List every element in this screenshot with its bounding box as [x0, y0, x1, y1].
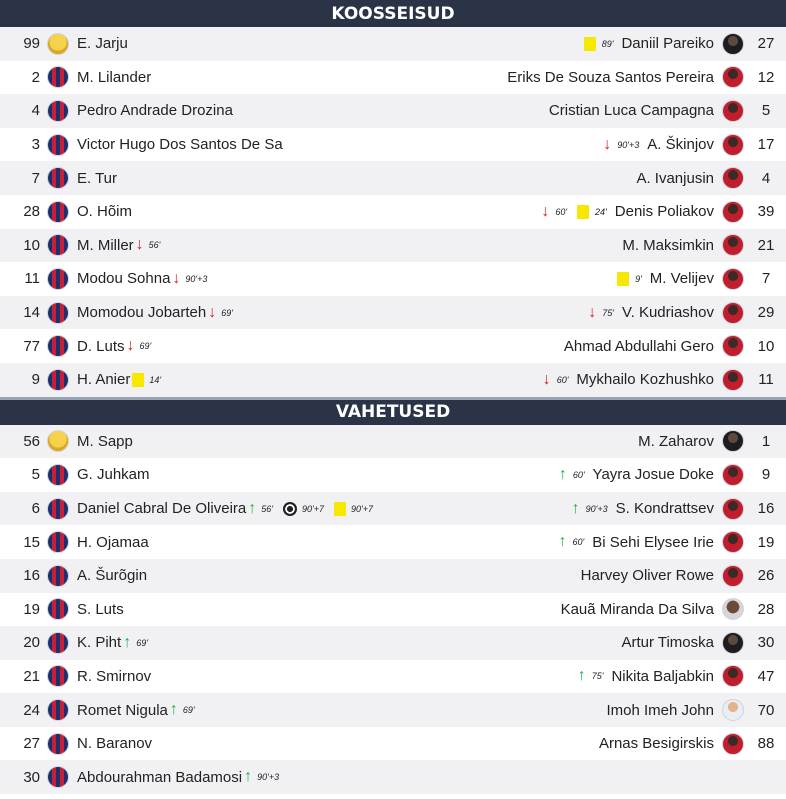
yellow-card-icon	[577, 205, 589, 219]
player-avatar	[47, 464, 69, 486]
event-minute: 90'+3	[585, 503, 608, 514]
home-player[interactable]	[0, 626, 613, 660]
sub-out-arrow-icon: ↓	[542, 370, 551, 388]
player-avatar	[47, 430, 69, 452]
sub-out-arrow-icon: ↓	[135, 236, 144, 254]
event-yellow-card	[132, 373, 161, 387]
player-events	[607, 272, 642, 286]
event-yellow-card	[334, 502, 373, 516]
event-minute: 69'	[221, 307, 233, 318]
away-player[interactable]	[613, 626, 786, 660]
player-name[interactable]: Nikita Baljabkin	[611, 667, 714, 685]
player-avatar	[47, 335, 69, 357]
player-avatar	[722, 201, 744, 223]
shirt-number: 21	[23, 667, 40, 685]
player-name[interactable]: Imoh Imeh John	[606, 701, 714, 719]
player-name[interactable]: A. Ivanjusin	[636, 169, 714, 187]
player-row	[0, 262, 786, 296]
event-goal	[283, 502, 324, 516]
player-avatar	[722, 268, 744, 290]
home-player[interactable]	[0, 660, 568, 694]
home-player[interactable]	[0, 128, 593, 162]
player-avatar	[47, 733, 69, 755]
shirt-number: 19	[757, 533, 775, 551]
event-sub-in	[559, 534, 585, 550]
player-avatar	[722, 134, 744, 156]
player-row	[0, 693, 786, 727]
yellow-card-icon	[132, 373, 144, 387]
player-name[interactable]: M. Zaharov	[638, 432, 714, 450]
player-row	[0, 363, 786, 397]
player-name[interactable]: M. Maksimkin	[622, 236, 714, 254]
player-name[interactable]: Denis Poliakov	[614, 203, 714, 221]
player-avatar	[722, 665, 744, 687]
home-player[interactable]	[0, 363, 533, 397]
player-name[interactable]: M. Miller	[77, 236, 134, 254]
player-name[interactable]: Mykhailo Kozhushko	[576, 371, 714, 389]
away-player[interactable]	[549, 525, 786, 559]
player-avatar	[722, 733, 744, 755]
event-sub-in	[123, 635, 148, 651]
shirt-number: 30	[23, 768, 40, 786]
player-name[interactable]: Abdourahman Badamosi	[77, 768, 243, 786]
away-player[interactable]	[628, 161, 786, 195]
shirt-number: 10	[757, 337, 775, 355]
shirt-number: 27	[757, 35, 775, 53]
sub-in-arrow-icon: ↑	[571, 499, 580, 517]
shirt-number: 47	[757, 667, 775, 685]
shirt-number: 77	[23, 337, 40, 355]
player-row	[0, 61, 786, 95]
away-player[interactable]	[630, 425, 786, 459]
player-name[interactable]: Daniil Pareiko	[621, 35, 714, 53]
player-events	[574, 37, 614, 51]
player-name[interactable]: Eriks De Souza Santos Pereira	[507, 68, 714, 86]
away-player[interactable]	[568, 660, 786, 694]
player-name[interactable]: K. Piht	[77, 634, 122, 652]
away-player[interactable]	[553, 593, 786, 627]
player-name[interactable]: Artur Timoska	[621, 634, 714, 652]
player-row	[0, 195, 786, 229]
player-avatar	[47, 498, 69, 520]
player-avatar	[722, 234, 744, 256]
player-avatar	[722, 100, 744, 122]
event-sub-out	[136, 237, 161, 253]
player-name[interactable]: Victor Hugo Dos Santos De Sa	[77, 136, 283, 154]
player-row	[0, 94, 786, 128]
player-name[interactable]: E. Tur	[77, 169, 118, 187]
away-player[interactable]	[573, 559, 786, 593]
player-name[interactable]: N. Baranov	[77, 735, 153, 753]
player-avatar	[47, 699, 69, 721]
event-sub-in	[248, 501, 273, 517]
home-player[interactable]	[0, 727, 591, 761]
player-row	[0, 660, 786, 694]
player-avatar	[47, 632, 69, 654]
home-player[interactable]	[0, 559, 573, 593]
event-minute: 60'	[556, 374, 569, 385]
sub-out-arrow-icon: ↓	[208, 303, 217, 321]
home-player[interactable]	[0, 161, 628, 195]
home-player[interactable]	[0, 492, 562, 526]
player-name[interactable]: Daniel Cabral De Oliveira	[77, 500, 247, 518]
player-avatar	[722, 66, 744, 88]
player-name[interactable]: D. Luts	[77, 337, 125, 355]
event-minute: 69'	[182, 705, 195, 716]
event-minute: 90'+7	[350, 503, 373, 514]
player-name[interactable]: M. Velijev	[649, 270, 714, 288]
player-events	[248, 501, 383, 517]
player-events	[172, 271, 217, 287]
shirt-number: 21	[757, 236, 775, 254]
player-avatar	[722, 430, 744, 452]
away-player[interactable]	[541, 94, 786, 128]
home-player[interactable]	[0, 27, 574, 61]
player-row	[0, 425, 786, 459]
sub-out-arrow-icon: ↓	[588, 303, 597, 321]
event-sub-in	[572, 501, 608, 517]
away-player[interactable]	[562, 492, 786, 526]
shirt-number: 17	[757, 136, 775, 154]
event-minute: 89'	[601, 38, 614, 49]
player-avatar	[722, 167, 744, 189]
player-avatar	[47, 531, 69, 553]
away-player[interactable]	[574, 27, 786, 61]
shirt-number: 7	[761, 270, 771, 288]
home-player[interactable]	[0, 693, 598, 727]
sub-in-arrow-icon: ↑	[244, 768, 253, 786]
home-player[interactable]	[0, 229, 614, 263]
shirt-number: 24	[23, 701, 40, 719]
player-avatar	[722, 531, 744, 553]
player-events	[568, 668, 604, 684]
away-player[interactable]	[531, 195, 786, 229]
event-minute: 24'	[595, 206, 607, 217]
away-player[interactable]	[591, 727, 786, 761]
player-row	[0, 128, 786, 162]
shirt-number: 9	[31, 371, 40, 389]
player-row	[0, 492, 786, 526]
player-events	[244, 769, 289, 785]
player-name[interactable]: R. Smirnov	[77, 667, 152, 685]
player-name[interactable]: Kauã Miranda Da Silva	[560, 600, 714, 618]
shirt-number: 9	[761, 466, 771, 484]
event-minute: 9'	[635, 273, 642, 284]
event-yellow-card	[584, 37, 614, 51]
event-sub-in	[559, 467, 585, 483]
away-player[interactable]	[556, 329, 786, 363]
player-events	[208, 305, 243, 321]
shirt-number: 28	[757, 600, 775, 618]
home-player[interactable]	[0, 329, 556, 363]
away-player[interactable]	[578, 296, 786, 330]
event-yellow-card	[577, 205, 607, 219]
event-sub-out	[172, 271, 207, 287]
sub-out-arrow-icon: ↓	[541, 202, 550, 220]
substitutes-header	[0, 397, 786, 425]
away-player[interactable]	[607, 262, 786, 296]
player-name[interactable]: S. Luts	[77, 600, 124, 618]
player-avatar	[47, 369, 69, 391]
shirt-number: 16	[23, 567, 40, 585]
player-avatar	[722, 498, 744, 520]
sub-in-arrow-icon: ↑	[248, 499, 257, 517]
player-avatar	[722, 33, 744, 55]
shirt-number: 15	[23, 533, 40, 551]
event-minute: 75'	[591, 671, 604, 682]
player-avatar	[722, 632, 744, 654]
event-minute: 14'	[149, 374, 162, 385]
substitutes-title: VAHETUSED	[335, 402, 451, 423]
away-player[interactable]	[499, 61, 786, 95]
event-minute: 90'+3	[185, 273, 208, 284]
player-avatar	[47, 167, 69, 189]
player-events	[578, 305, 614, 321]
player-avatar	[47, 100, 69, 122]
home-player[interactable]	[0, 94, 541, 128]
player-avatar	[47, 234, 69, 256]
player-avatar	[47, 665, 69, 687]
player-events	[127, 338, 162, 354]
player-avatar	[722, 565, 744, 587]
shirt-number: 4	[31, 102, 40, 120]
player-name[interactable]: O. Hõim	[77, 203, 133, 221]
yellow-card-icon	[584, 37, 596, 51]
player-row	[0, 626, 786, 660]
sub-in-arrow-icon: ↑	[558, 533, 567, 551]
shirt-number: 5	[31, 466, 40, 484]
shirt-number: 11	[758, 371, 774, 389]
player-name[interactable]: Cristian Luca Campagna	[548, 102, 714, 120]
player-name[interactable]: A. Škinjov	[647, 136, 714, 154]
event-minute: 56'	[261, 503, 273, 514]
player-row	[0, 296, 786, 330]
event-minute: 69'	[136, 637, 148, 648]
player-row	[0, 525, 786, 559]
player-name[interactable]: Arnas Besigirskis	[598, 735, 714, 753]
player-name[interactable]: Bi Sehi Elysee Irie	[592, 533, 714, 551]
home-player[interactable]	[0, 262, 607, 296]
shirt-number: 16	[757, 500, 775, 518]
player-avatar	[47, 766, 69, 788]
player-row	[0, 27, 786, 61]
player-events	[136, 237, 171, 253]
shirt-number: 1	[761, 432, 771, 450]
player-row	[0, 329, 786, 363]
player-row	[0, 229, 786, 263]
shirt-number: 29	[757, 304, 775, 322]
player-events	[531, 204, 606, 220]
event-minute: 60'	[572, 469, 585, 480]
player-name[interactable]: Romet Nigula	[77, 701, 168, 719]
player-events	[132, 373, 171, 387]
sub-out-arrow-icon: ↓	[603, 135, 612, 153]
event-sub-in	[244, 769, 279, 785]
shirt-number: 27	[23, 735, 40, 753]
away-player[interactable]	[598, 693, 786, 727]
shirt-number: 12	[757, 68, 775, 86]
sub-in-arrow-icon: ↑	[577, 667, 586, 685]
player-avatar	[722, 699, 744, 721]
home-player[interactable]	[0, 296, 578, 330]
event-sub-in	[170, 702, 195, 718]
away-player[interactable]	[614, 229, 786, 263]
player-avatar	[722, 335, 744, 357]
home-player[interactable]	[0, 61, 499, 95]
event-sub-out	[603, 137, 639, 153]
player-avatar	[47, 134, 69, 156]
event-minute: 69'	[139, 341, 152, 352]
lineups-list	[0, 27, 786, 397]
player-avatar	[47, 302, 69, 324]
player-name[interactable]: Harvey Oliver Rowe	[580, 567, 714, 585]
player-row	[0, 760, 786, 794]
player-avatar	[47, 201, 69, 223]
player-name[interactable]: V. Kudriashov	[621, 304, 714, 322]
shirt-number: 30	[757, 634, 775, 652]
shirt-number: 2	[31, 68, 40, 86]
player-avatar	[722, 302, 744, 324]
player-events	[123, 635, 158, 651]
player-row	[0, 593, 786, 627]
player-events	[549, 467, 585, 483]
player-name[interactable]: H. Anier	[77, 371, 131, 389]
shirt-number: 88	[757, 735, 775, 753]
shirt-number: 56	[23, 432, 40, 450]
player-name[interactable]: E. Jarju	[77, 35, 128, 53]
player-name[interactable]: M. Lilander	[77, 68, 152, 86]
player-row	[0, 727, 786, 761]
home-player[interactable]	[0, 760, 786, 794]
event-minute: 90'+7	[301, 503, 324, 514]
player-name[interactable]: Yayra Josue Doke	[592, 466, 714, 484]
event-minute: 90'+3	[257, 772, 280, 783]
player-name[interactable]: G. Juhkam	[77, 466, 150, 484]
home-player[interactable]	[0, 593, 553, 627]
player-avatar	[47, 268, 69, 290]
player-name[interactable]: S. Kondrattsev	[615, 500, 714, 518]
player-events	[549, 534, 585, 550]
shirt-number: 14	[23, 304, 40, 322]
player-name[interactable]: Pedro Andrade Drozina	[77, 102, 233, 120]
shirt-number: 19	[23, 600, 40, 618]
event-sub-in	[578, 668, 604, 684]
shirt-number: 70	[757, 701, 775, 719]
player-name[interactable]: Modou Sohna	[77, 270, 171, 288]
player-name[interactable]: H. Ojamaa	[77, 533, 149, 551]
shirt-number: 6	[31, 500, 40, 518]
sub-out-arrow-icon: ↓	[126, 337, 135, 355]
away-player[interactable]	[533, 363, 786, 397]
player-avatar	[47, 565, 69, 587]
shirt-number: 28	[23, 203, 40, 221]
lineups-header	[0, 0, 786, 27]
shirt-number: 7	[31, 169, 40, 187]
player-avatar	[47, 66, 69, 88]
event-sub-out	[543, 372, 569, 388]
shirt-number: 20	[23, 634, 40, 652]
yellow-card-icon	[617, 272, 629, 286]
goal-ball-icon	[283, 502, 297, 516]
player-name[interactable]: A. Šurõgin	[77, 567, 148, 585]
player-avatar	[47, 598, 69, 620]
substitutes-list	[0, 425, 786, 795]
home-player[interactable]	[0, 458, 549, 492]
sub-out-arrow-icon: ↓	[172, 269, 181, 287]
event-minute: 60'	[572, 537, 585, 548]
lineups-section	[0, 0, 786, 397]
player-events	[533, 372, 569, 388]
player-avatar	[722, 369, 744, 391]
shirt-number: 26	[757, 567, 775, 585]
home-player[interactable]	[0, 195, 531, 229]
event-minute: 56'	[148, 240, 161, 251]
yellow-card-icon	[334, 502, 346, 516]
shirt-number: 5	[761, 102, 771, 120]
player-events	[562, 501, 608, 517]
shirt-number: 39	[757, 203, 775, 221]
sub-in-arrow-icon: ↑	[169, 701, 178, 719]
sub-in-arrow-icon: ↑	[558, 465, 567, 483]
event-sub-out	[208, 305, 233, 321]
player-avatar	[722, 598, 744, 620]
event-yellow-card	[617, 272, 642, 286]
player-row	[0, 161, 786, 195]
player-name[interactable]: Ahmad Abdullahi Gero	[563, 337, 714, 355]
event-sub-out	[127, 338, 152, 354]
player-events	[170, 702, 205, 718]
home-player[interactable]	[0, 425, 630, 459]
event-sub-out	[541, 204, 567, 220]
player-row	[0, 458, 786, 492]
sub-in-arrow-icon: ↑	[123, 633, 132, 651]
player-avatar	[722, 464, 744, 486]
player-row	[0, 559, 786, 593]
event-minute: 90'+3	[617, 139, 640, 150]
event-sub-out	[588, 305, 614, 321]
player-name[interactable]: Momodou Jobarteh	[77, 304, 207, 322]
shirt-number: 99	[23, 35, 40, 53]
lineups-title: KOOSSEISUD	[331, 3, 455, 24]
player-avatar	[47, 33, 69, 55]
substitutes-section	[0, 397, 786, 795]
shirt-number: 4	[761, 169, 771, 187]
shirt-number: 11	[24, 270, 40, 288]
away-player[interactable]	[593, 128, 786, 162]
event-minute: 60'	[555, 206, 568, 217]
home-player[interactable]	[0, 525, 549, 559]
player-name[interactable]: M. Sapp	[77, 432, 133, 450]
event-minute: 75'	[602, 307, 614, 318]
away-player[interactable]	[549, 458, 786, 492]
player-events	[593, 137, 639, 153]
shirt-number: 3	[31, 136, 40, 154]
shirt-number: 10	[23, 236, 40, 254]
